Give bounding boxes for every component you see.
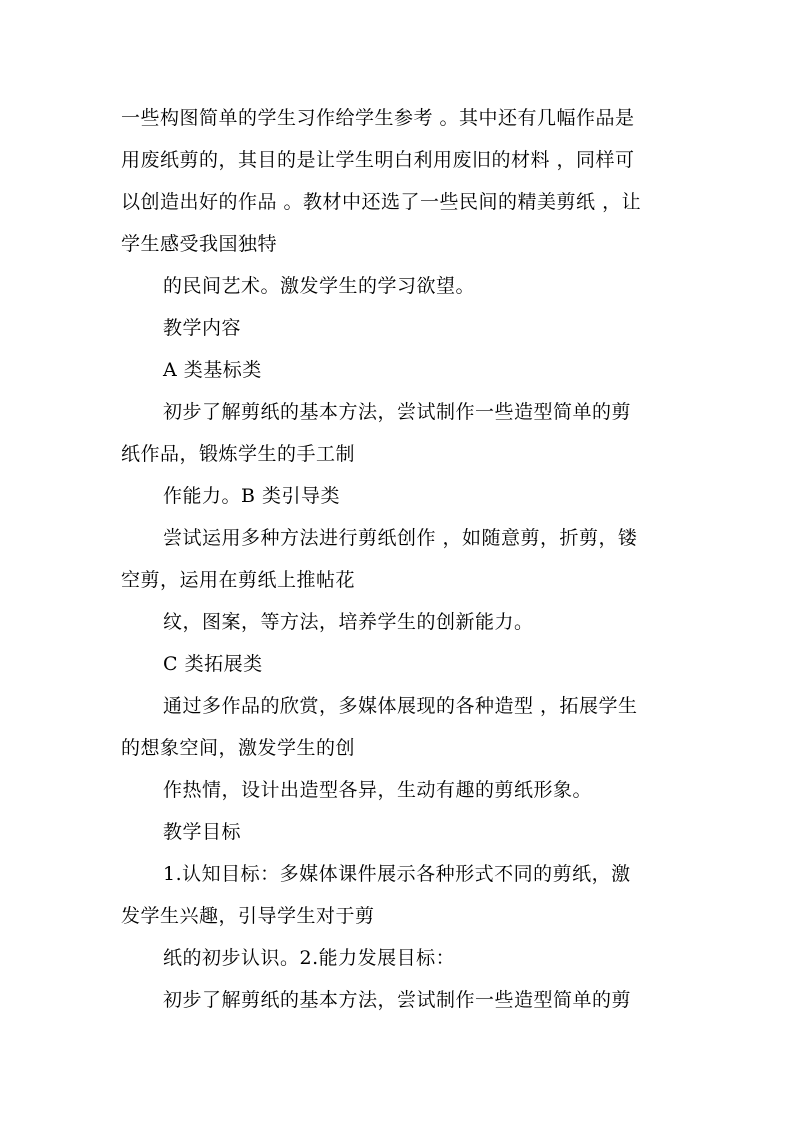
section-heading: A 类基标类: [163, 359, 262, 381]
text-line: 作热情，设计出造型各异，生动有趣的剪纸形象。: [163, 779, 593, 801]
text-line: 纸的初步认识。2.能力发展目标：: [163, 947, 456, 969]
text-line: 初步了解剪纸的基本方法，尝试制作一些造型简单的剪: [163, 401, 632, 423]
text-line: 通过多作品的欣赏，多媒体展现的各种造型 ，拓展学生: [163, 695, 638, 717]
section-heading: 教学目标: [163, 821, 242, 843]
text-line: 纹，图案，等方法，培养学生的创新能力。: [163, 611, 534, 633]
text-line: 的想象空间，激发学生的创: [121, 737, 356, 759]
text-line: 用废纸剪的，其目的是让学生明白利用废旧的材料 ，同样可: [121, 149, 635, 171]
text-line: 尝试运用多种方法进行剪纸创作 ，如随意剪，折剪，镂: [163, 527, 638, 549]
text-line: 以创造出好的作品 。教材中还选了一些民间的精美剪纸 ，让: [121, 191, 642, 213]
text-line: 学生感受我国独特: [121, 233, 278, 255]
section-heading: C 类拓展类: [163, 653, 263, 675]
section-heading: 教学内容: [163, 317, 242, 339]
text-line: 发学生兴趣，引导学生对于剪: [121, 905, 375, 927]
text-line: 作能力。B 类引导类: [163, 485, 341, 507]
text-line: 纸作品，锻炼学生的手工制: [121, 443, 356, 465]
text-line: 1.认知目标：多媒体课件展示各种形式不同的剪纸，激: [163, 863, 631, 885]
text-line: 的民间艺术。激发学生的学习欲望。: [163, 275, 476, 297]
text-line: 初步了解剪纸的基本方法，尝试制作一些造型简单的剪: [163, 989, 632, 1011]
text-line: 空剪，运用在剪纸上推帖花: [121, 569, 356, 591]
text-line: 一些构图简单的学生习作给学生参考 。其中还有几幅作品是: [121, 107, 635, 129]
